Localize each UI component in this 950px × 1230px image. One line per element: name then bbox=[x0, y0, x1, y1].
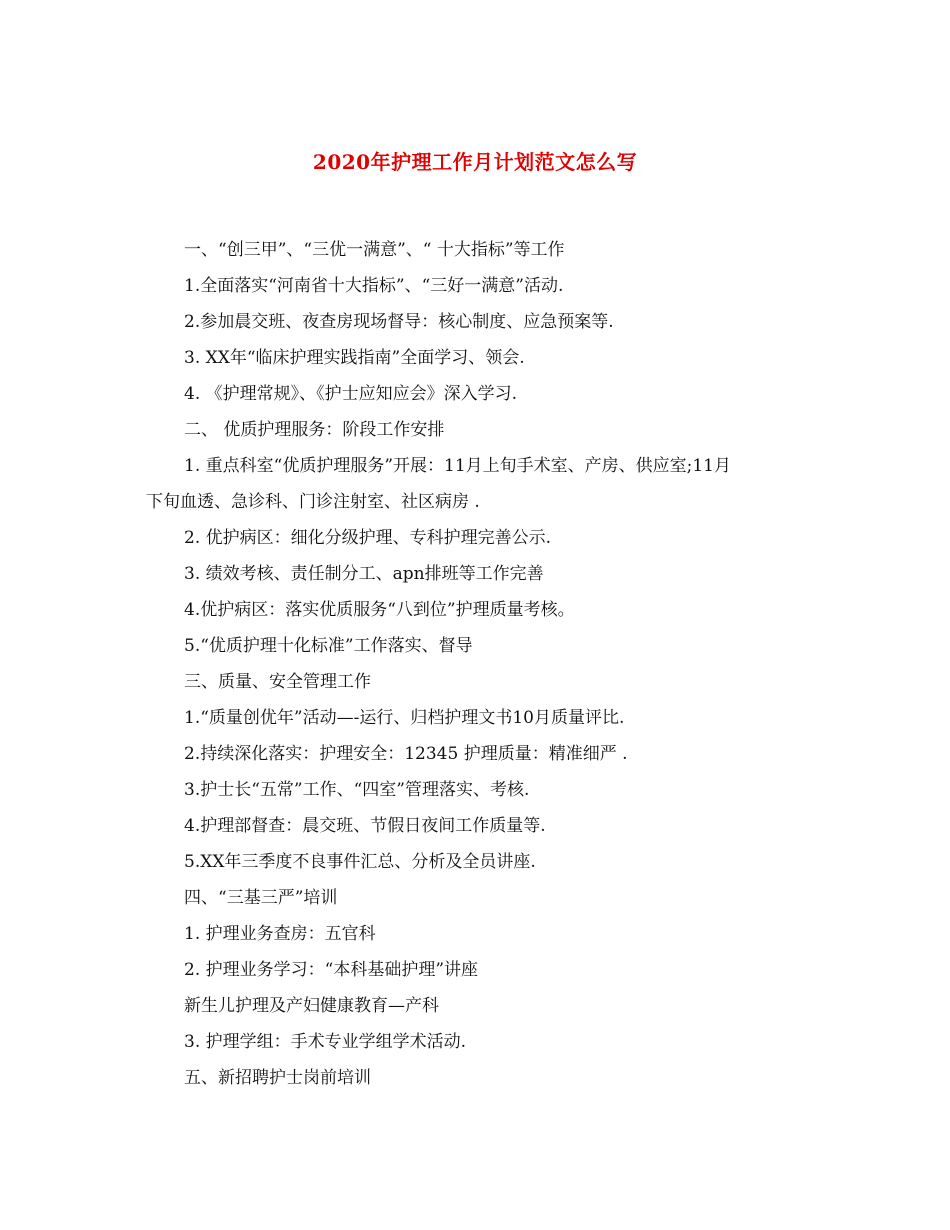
section-heading: 二、 优质护理服务：阶段工作安排 bbox=[184, 420, 445, 440]
list-item-continuation: 下旬血透、急诊科、门诊注射室、社区病房 . bbox=[146, 492, 480, 512]
list-item: 1.全面落实“河南省十大指标”、“三好一满意”活动. bbox=[184, 276, 564, 296]
list-item: 2. 护理业务学习：“本科基础护理”讲座 bbox=[184, 960, 479, 980]
list-item: 1.“质量创优年”活动—-运行、归档护理文书10月质量评比. bbox=[184, 708, 625, 728]
section-heading: 一、“创三甲”、“三优一满意”、“ 十大指标”等工作 bbox=[184, 240, 565, 260]
list-item: 1. 重点科室“优质护理服务”开展：11月上旬手术室、产房、供应室;11月 bbox=[184, 456, 731, 476]
list-item: 2. 优护病区：细化分级护理、专科护理完善公示. bbox=[184, 528, 552, 548]
list-item: 3. XX年“临床护理实践指南”全面学习、领会. bbox=[184, 348, 525, 368]
list-item: 2.持续深化落实：护理安全：12345 护理质量：精准细严 . bbox=[184, 744, 628, 764]
list-item: 3. 护理学组：手术专业学组学术活动. bbox=[184, 1032, 467, 1052]
list-item: 4.优护病区：落实优质服务“八到位”护理质量考核。 bbox=[184, 600, 575, 620]
list-item: 5.XX年三季度不良事件汇总、分析及全员讲座. bbox=[184, 852, 536, 872]
section-heading: 五、新招聘护士岗前培训 bbox=[184, 1068, 371, 1088]
list-item: 4.护理部督查：晨交班、节假日夜间工作质量等. bbox=[184, 816, 546, 836]
list-item: 4. 《护理常规》、《护士应知应会》深入学习. bbox=[184, 384, 518, 404]
list-item: 1. 护理业务查房：五官科 bbox=[184, 924, 376, 944]
list-item: 2.参加晨交班、夜查房现场督导：核心制度、应急预案等. bbox=[184, 312, 614, 332]
list-item: 新生儿护理及产妇健康教育—产科 bbox=[184, 996, 439, 1016]
section-heading: 四、“三基三严”培训 bbox=[184, 888, 338, 908]
list-item: 3.护士长“五常”工作、“四室”管理落实、考核. bbox=[184, 780, 530, 800]
list-item: 5.“优质护理十化标准”工作落实、督导 bbox=[184, 636, 473, 656]
document-body bbox=[146, 232, 816, 1096]
document-title: 2020年护理工作月计划范文怎么写 bbox=[312, 150, 638, 174]
section-heading: 三、质量、安全管理工作 bbox=[184, 672, 371, 692]
list-item: 3. 绩效考核、责任制分工、apn排班等工作完善 bbox=[184, 564, 544, 584]
